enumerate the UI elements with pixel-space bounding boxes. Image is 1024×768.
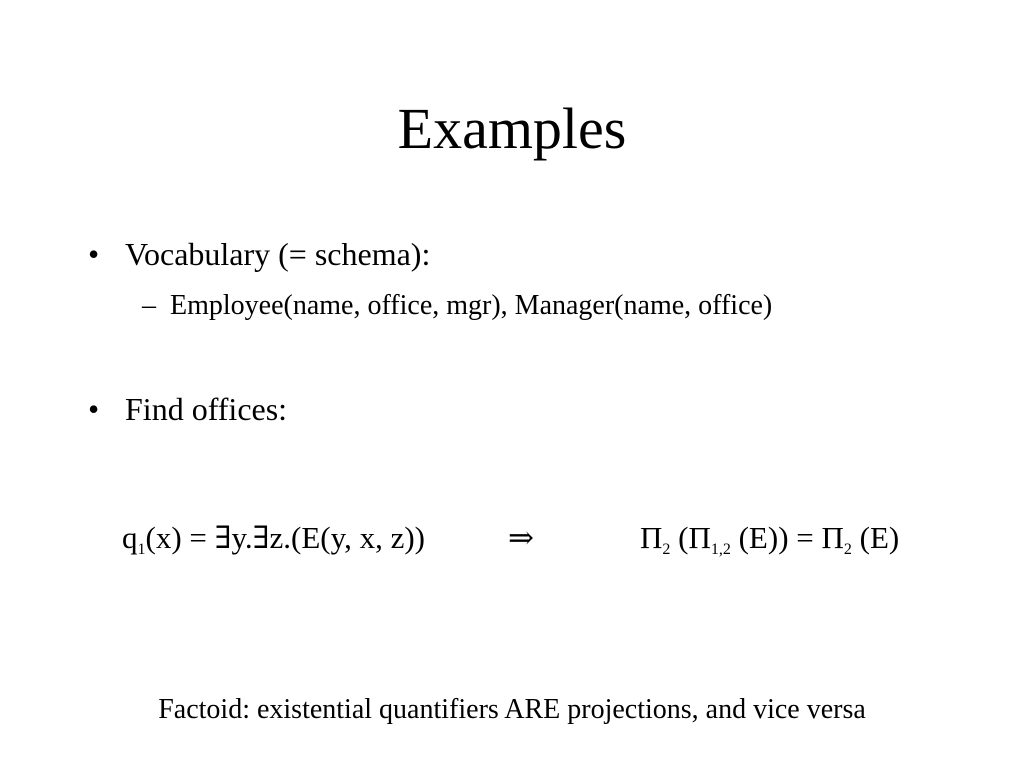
formula-open: (Π [670,520,711,555]
bullet-text: Find offices: [125,391,288,427]
formula-query [122,520,425,558]
formula-mid: (E)) = Π [730,520,844,555]
formula-pi-subscript: 2 [662,541,671,558]
slide-title: Examples [397,96,627,161]
bullet-vocabulary [88,238,430,270]
formula-q-subscript: 1 [137,541,146,558]
formula-query-body: (x) = ∃y.∃z.(E(y, x, z)) [145,520,425,555]
formula-pi-result-subscript: 2 [843,541,852,558]
sub-bullet-text: Employee(name, office, mgr), Manager(name, office) [170,290,773,321]
factoid: Factoid: existential quantifiers ARE projections, and vice versa [158,694,866,725]
bullet-text: Vocabulary (= schema): [125,236,431,272]
formula-end: (E) [851,520,900,555]
implies-arrow: ⇒ [508,520,534,555]
bullet-marker: • [88,391,100,427]
formula-pi-inner-subscript: 1,2 [710,541,731,558]
formula-q: q [122,520,138,555]
bullet-marker: • [88,236,100,272]
formula-pi: Π [640,520,663,555]
formula-projection [640,520,900,558]
sub-bullet-schema [142,292,772,320]
sub-bullet-marker: – [142,290,156,321]
bullet-find-offices [88,393,287,425]
